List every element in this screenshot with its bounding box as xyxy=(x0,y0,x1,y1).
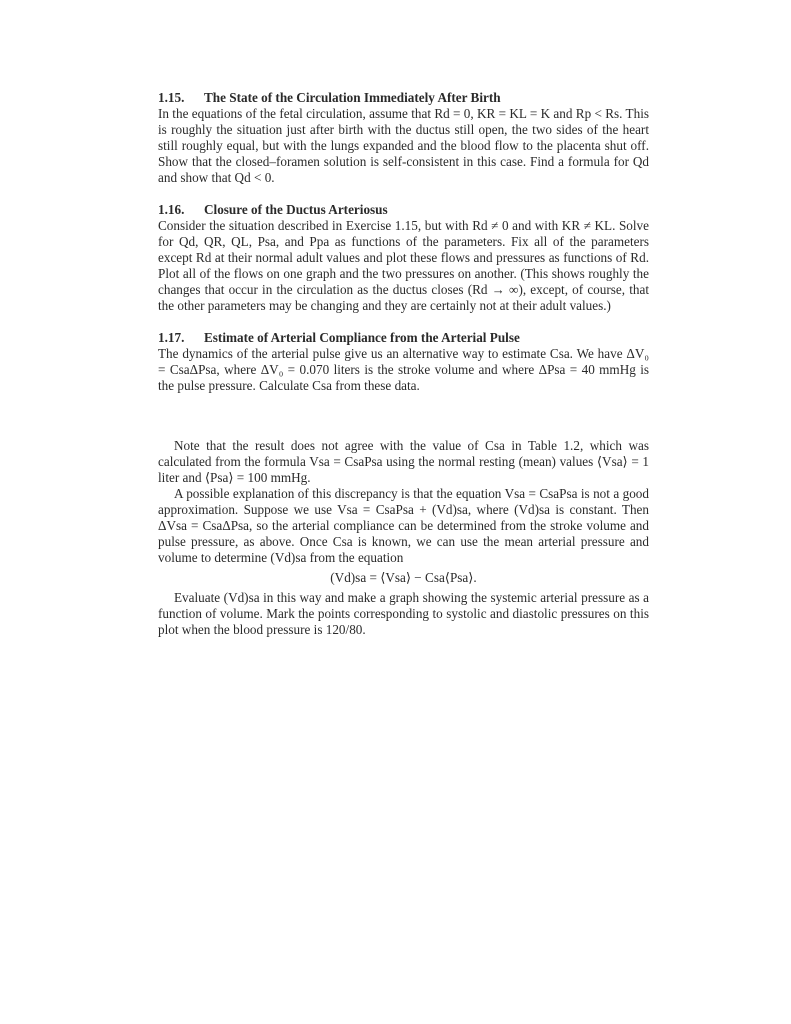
exercise-text: In the equations of the fetal circulation, assume that Rd = 0, KR = KL = K and Rp < Rs. This is roughly the situation just after birth with the ductus still open, the two sides of the heart still roughly equal, but with the lungs expanded and the blood flow to the placenta shut off. Show that the closed–foramen solution is self-consistent in this case. Find a formula for Qd and show that Qd < 0. xyxy=(158,106,649,185)
exercise-title: Closure of the Ductus Arteriosus xyxy=(204,202,388,217)
exercise-heading xyxy=(158,330,649,346)
exercise-text: Consider the situation described in Exercise 1.15, but with Rd ≠ 0 and with KR ≠ KL. Solve for Qd, QR, QL, Psa, and Ppa as functions of the parameters. Fix all of the parameters except Rd at their normal adult values and plot these flows and pressures as functions of Rd. Plot all of the flows on one graph and the two pressures on another. (This shows roughly the changes that occur in the circulation as the ductus closes (Rd → ∞), except, of course, that the other parameters may be changing and they are certainly not at their adult values.) xyxy=(158,218,649,313)
exercise-continuation xyxy=(158,438,649,638)
paragraph: Evaluate (Vd)sa in this way and make a graph showing the systemic arterial pressure as a function of volume. Mark the points corresponding to systolic and diastolic pressures on this plot when the blood pressure is 120/80. xyxy=(158,590,649,637)
exercise-1-15 xyxy=(158,90,649,186)
exercise-heading xyxy=(158,202,649,218)
exercise-heading xyxy=(158,90,649,106)
exercise-1-16 xyxy=(158,202,649,314)
paragraph: Note that the result does not agree with the value of Csa in Table 1.2, which was calculated from the formula Vsa = CsaPsa using the normal resting (mean) values ⟨Vsa⟩ = 1 liter and ⟨Psa⟩ = 100 mmHg. xyxy=(158,438,649,485)
exercise-title: Estimate of Arterial Compliance from the Arterial Pulse xyxy=(204,330,520,345)
paragraph: A possible explanation of this discrepancy is that the equation Vsa = CsaPsa is not a good approximation. Suppose we use Vsa = CsaPsa + (Vd)sa, where (Vd)sa is constant. Then ΔVsa = CsaΔPsa, so the arterial compliance can be determined from the stroke volume and pulse pressure, as above. Once Csa is known, we can use the mean arterial pressure and volume to determine (Vd)sa from the equation xyxy=(158,486,649,565)
exercise-number: 1.15. xyxy=(158,90,185,105)
document-page xyxy=(158,90,649,638)
exercise-number: 1.17. xyxy=(158,330,185,345)
exercise-1-17 xyxy=(158,330,649,394)
exercise-title: The State of the Circulation Immediately After Birth xyxy=(204,90,501,105)
display-equation: (Vd)sa = ⟨Vsa⟩ − Csa⟨Psa⟩. xyxy=(330,570,477,585)
exercise-text: The dynamics of the arterial pulse give us an alternative way to estimate Csa. We have ΔV₀ = CsaΔPsa, where ΔV₀ = 0.070 liters is the stroke volume and where ΔPsa = 40 mmHg is the pulse pressure. Calculate Csa from these data. xyxy=(158,346,649,393)
exercise-number: 1.16. xyxy=(158,202,185,217)
